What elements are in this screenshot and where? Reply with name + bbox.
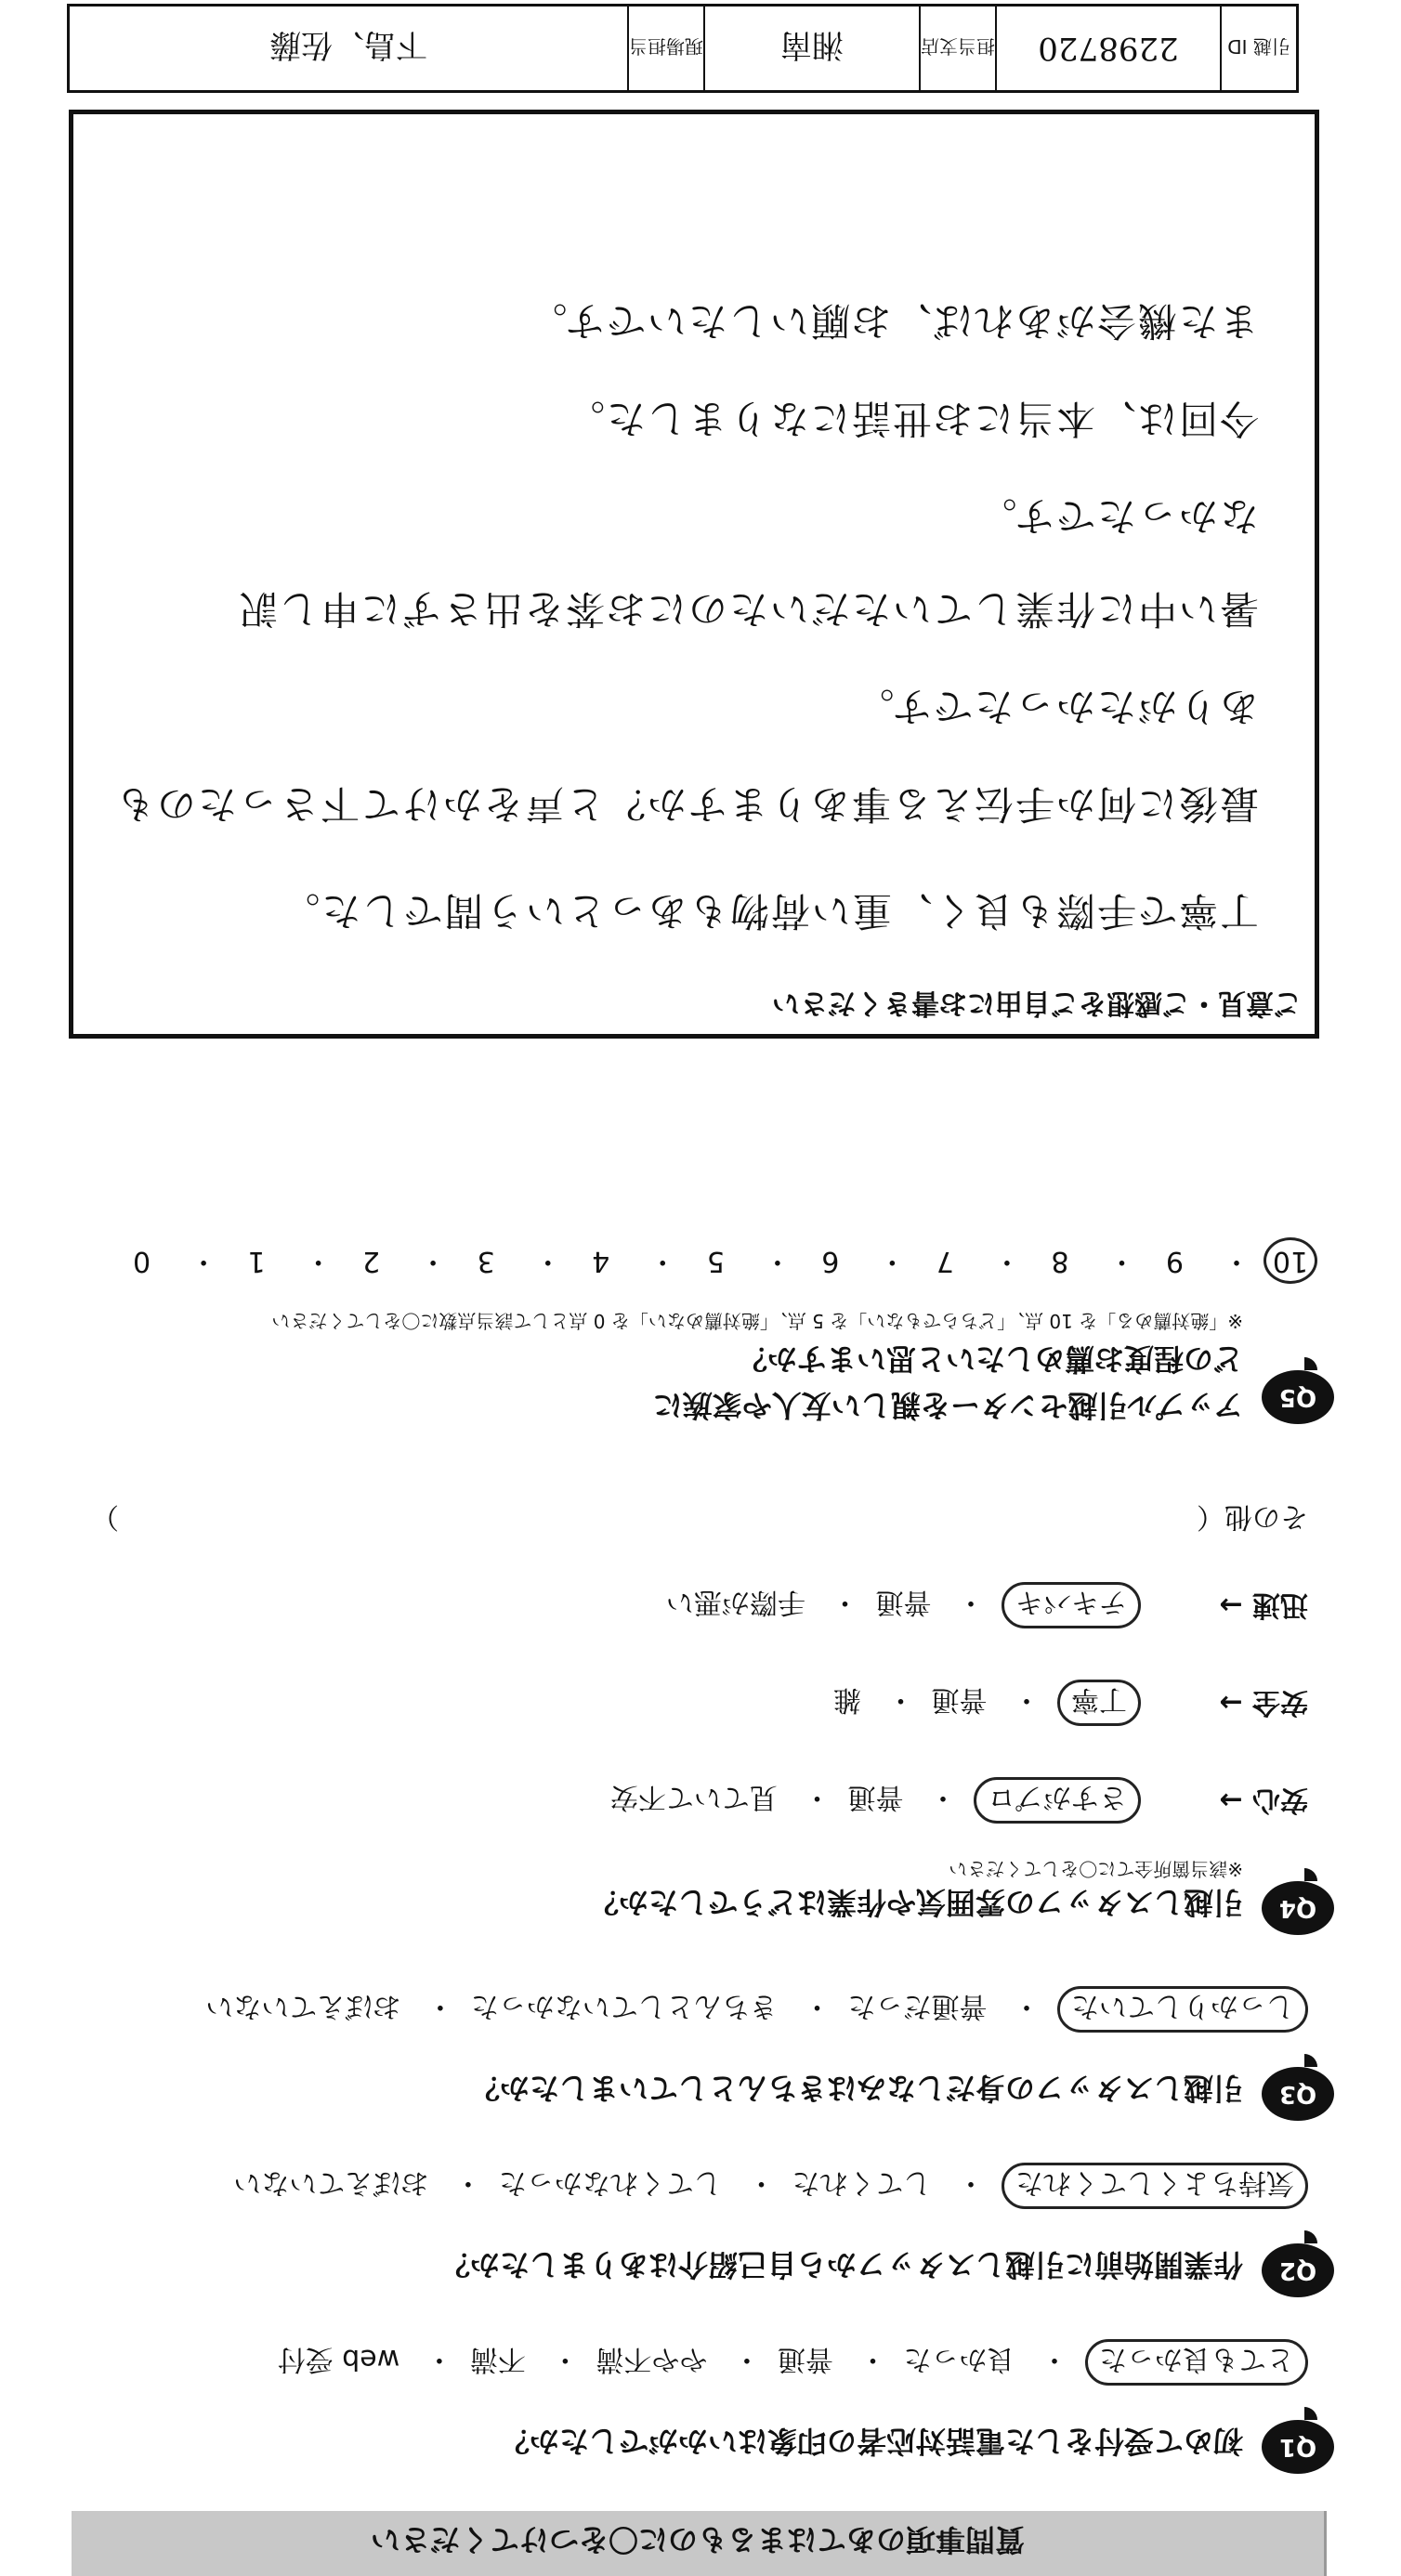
q4-row-options: テキパキ・ 普通・ 手際が悪い [649, 1582, 1141, 1628]
q3-option[interactable]: しっかりしていた [1057, 1986, 1308, 2033]
q4-option[interactable]: 雑 [832, 1683, 861, 1716]
q4-row-label: 迅速 → [1219, 1589, 1308, 1621]
move-id-label: 引越 ID [1220, 7, 1296, 90]
site-leader-value: 下島、佐藤 [269, 26, 427, 64]
q5-question-line2: どの程度お薦めしたいと思いますか？ [737, 1341, 1243, 1377]
q2-options: 気持ちよくしてくれた・ してくれた・ してくれなかった・ おぼえていない [216, 2163, 1308, 2209]
q5-scale-option[interactable]: 9 [1165, 1245, 1184, 1277]
comment-line: 最後に何か手伝える事ありますか？と声をかけて下さったのも [113, 781, 1259, 827]
q4-option[interactable]: 普通 [875, 1586, 932, 1618]
q5-scale-option[interactable]: 0 [132, 1245, 151, 1277]
q4-option[interactable]: 普通 [931, 1683, 988, 1716]
move-id-value: 2298720 [995, 7, 1220, 90]
q4-row-options: さすがプロ・ 普通・ 見ていて不安 [594, 1777, 1141, 1824]
q5-scale-option[interactable]: 10 [1264, 1237, 1317, 1284]
q5-scale-option[interactable]: 2 [362, 1245, 381, 1277]
q5-scale-option[interactable]: 3 [477, 1245, 495, 1277]
q4-option[interactable]: テキパキ [1002, 1582, 1141, 1628]
comment-box[interactable] [69, 110, 1319, 1039]
q2-option[interactable]: 気持ちよくしてくれた [1002, 2163, 1308, 2209]
q5-note: ※「絶対薦める」を 10 点、「どちらでもない」を 5 点、「絶対薦めない」を 0 点として該当点数に〇をしてください [271, 1310, 1243, 1332]
q4-option[interactable]: 丁寧 [1057, 1680, 1141, 1726]
q5-scale-option[interactable]: 7 [936, 1245, 954, 1277]
instruction-text: 質問事項のあてはまるものに〇をつけてください [371, 2522, 1026, 2557]
q3-options: しっかりしていた・ 普通だった・ きちんとしていなかった・ おぼえていない [189, 1986, 1308, 2033]
q4-option[interactable]: さすがプロ [974, 1777, 1141, 1824]
q2-option[interactable]: してくれなかった [498, 2166, 722, 2199]
q1-option[interactable]: 良かった [903, 2343, 1015, 2375]
comment-line: 暑い中に作業していただいたのにお茶を出さずに申し訳 [236, 586, 1259, 632]
q1-question: 初めて受付をした電話対応者の印象はいかがでしたか？ [499, 2424, 1243, 2459]
q1-option[interactable]: 普通 [777, 2343, 833, 2375]
q4-option[interactable]: 普通 [847, 1781, 904, 1813]
q3-option[interactable]: おぼえていない [205, 1990, 401, 2022]
q1-option[interactable]: 不満 [469, 2343, 526, 2375]
q5-question-line1: アップル引越センターを親しい友人や家族に [652, 1388, 1243, 1423]
comment-line: ありがたかったです。 [853, 684, 1259, 729]
q4-option[interactable]: 見ていて不安 [609, 1781, 778, 1813]
q2-badge: Q2 [1262, 2243, 1334, 2297]
footer-table [67, 4, 1299, 93]
q4-other-close: ） [91, 1500, 119, 1533]
q5-scale: 10・ 9・ 8・ 7・ 6・ 5・ 4・ 3・ 2・ 1・ 0 [116, 1237, 1317, 1285]
comment-line: 丁寧で手際も良く、重い荷物もあっという間でした。 [279, 888, 1259, 934]
q3-question: 引越しスタッフの身だしなみはきちんとしていましたか？ [469, 2071, 1243, 2106]
q4-row-options: 丁寧・ 普通・ 雑 [817, 1680, 1141, 1726]
q3-badge: Q3 [1262, 2067, 1334, 2121]
q5-scale-option[interactable]: 1 [247, 1245, 266, 1277]
q4-badge: Q4 [1262, 1881, 1334, 1935]
branch-value: 湘南 [703, 7, 919, 90]
q4-option[interactable]: 手際が悪い [665, 1586, 805, 1618]
q5-scale-option[interactable]: 4 [592, 1245, 610, 1277]
q4-note: ※該当箇所全てに〇をしてください [949, 1858, 1243, 1880]
comment-line: 今回は、本当にお世話になりました。 [563, 396, 1259, 441]
q1-badge: Q1 [1262, 2420, 1334, 2474]
q1-options: とても良かった・ 良かった・ 普通・ やや不満・ 不満・ web 受付 [261, 2339, 1308, 2386]
comment-line: また機会があれば、お願いしたいです。 [526, 298, 1259, 344]
comment-line: なかったです。 [975, 493, 1259, 539]
instruction-banner [72, 2511, 1327, 2576]
q4-row-label: 安全 → [1219, 1686, 1308, 1719]
site-leader-label: 現場担当 [627, 7, 703, 90]
q2-question: 作業開始前に引越しスタッフから自己紹介はありましたか？ [439, 2247, 1243, 2282]
branch-label: 担当支店 [919, 7, 995, 90]
q1-option[interactable]: web 受付 [277, 2343, 400, 2375]
q1-option[interactable]: やや不満 [596, 2343, 708, 2375]
q2-option[interactable]: してくれた [792, 2166, 932, 2199]
q4-row-label: 安心 → [1219, 1784, 1308, 1816]
q5-scale-option[interactable]: 5 [706, 1245, 725, 1277]
q5-scale-option[interactable]: 6 [821, 1245, 840, 1277]
q1-option[interactable]: とても良かった [1085, 2339, 1308, 2386]
q2-option[interactable]: おぼえていない [233, 2166, 429, 2199]
q5-scale-option[interactable]: 8 [1051, 1245, 1069, 1277]
q3-option[interactable]: 普通だった [847, 1990, 988, 2022]
comment-title: ご意見・ご感想をご自由にお書きください [772, 987, 1302, 1019]
q3-option[interactable]: きちんとしていなかった [470, 1990, 778, 2022]
q4-other-label: その他（ [1197, 1500, 1308, 1533]
q4-question: 引越しスタッフの雰囲気や作業はどうでしたか？ [588, 1885, 1243, 1920]
q5-badge: Q5 [1262, 1370, 1334, 1424]
